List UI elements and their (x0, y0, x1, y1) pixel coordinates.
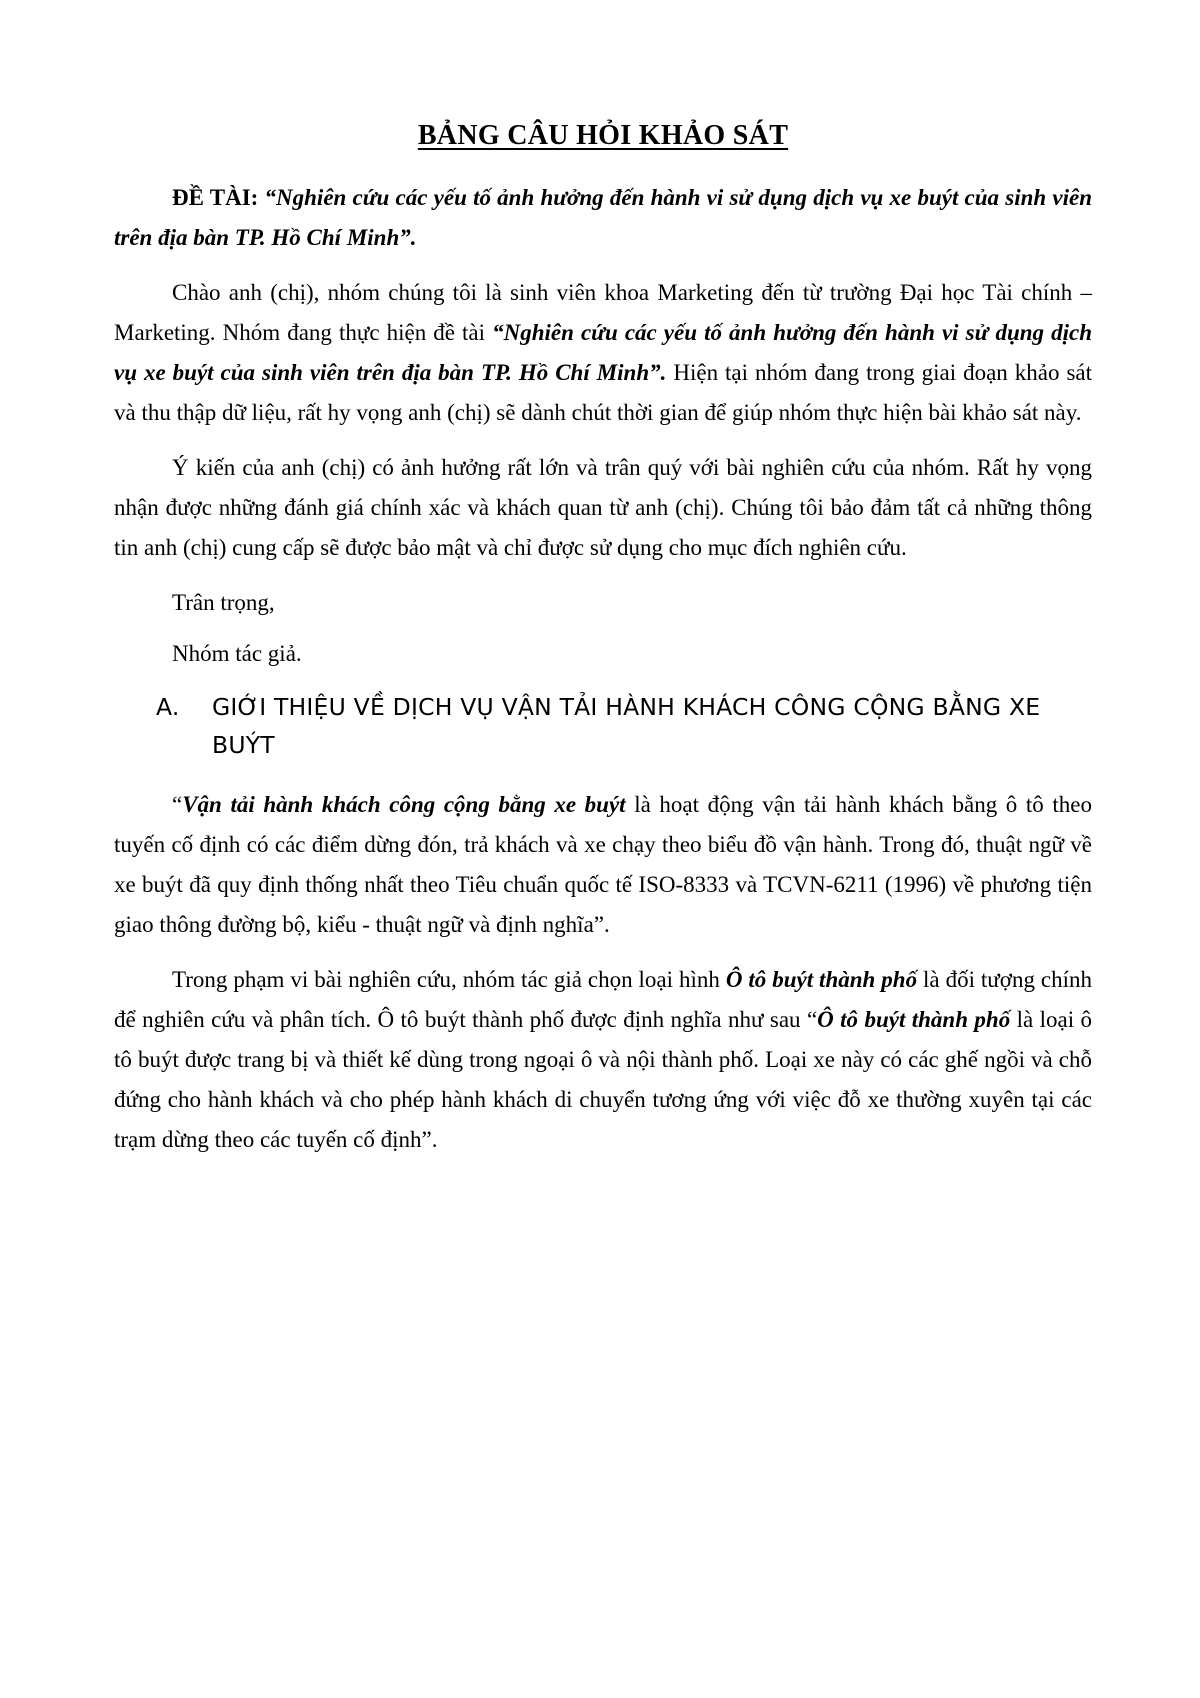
intro-text-start: Chào anh (chị), nhóm chúng tôi là sinh viên khoa Marketing đến từ trường Đại học Tài chính – Marketing. Nhóm đang thực hiện đề tài (114, 280, 1092, 345)
opinion-paragraph: Ý kiến của anh (chị) có ảnh hưởng rất lớn và trân quý với bài nghiên cứu của nhóm. Rất hy vọng nhận được những đánh giá chính xác và khách quan từ anh (chị). Chúng tôi bảo đảm tất cả những thông tin anh (chị) cung cấp sẽ được bảo mật và chỉ được sử dụng cho mục đích nghiên cứu. (114, 455, 1092, 560)
definition-open-quote: “ (172, 792, 183, 817)
section-a-letter: A. (156, 693, 180, 721)
section-a-heading (156, 688, 1092, 764)
scope-text-3: là loại ô tô buýt được trang bị và thiết kế dùng trong ngoại ô và nội thành phố. Loại xe này có các ghế ngồi và chỗ đứng cho hành khách và cho phép hành khách di chuyển tương ứng với việc đỗ xe thường xuyên tại các trạm dừng theo các tuyến cố định”. (114, 1007, 1092, 1152)
intro-paragraph (114, 273, 1092, 433)
definition-paragraph (114, 785, 1092, 945)
regards-line: Trân trọng, (172, 590, 275, 615)
scope-text-1: Trong phạm vi bài nghiên cứu, nhóm tác giả chọn loại hình (172, 967, 726, 992)
intro-topic-emphasis: “Nghiên cứu các yếu tố ảnh hưởng đến hành vi sử dụng dịch vụ xe buýt của sinh viên trên địa bàn TP. Hồ Chí Minh”. (114, 320, 1092, 385)
topic-title: “Nghiên cứu các yếu tố ảnh hưởng đến hành vi sử dụng dịch vụ xe buýt của sinh viên trên địa bàn TP. Hồ Chí Minh”. (114, 185, 1092, 250)
section-a-title: GIỚI THIỆU VỀ DỊCH VỤ VẬN TẢI HÀNH KHÁCH CÔNG CỘNG BẰNG XE BUÝT (212, 693, 1041, 759)
scope-text-2: là đối tượng chính để nghiên cứu và phân tích. Ô tô buýt thành phố được định nghĩa như sau “ (114, 967, 1092, 1032)
topic-label: ĐỀ TÀI: (172, 185, 265, 210)
scope-paragraph (114, 960, 1092, 1160)
intro-text-end: Hiện tại nhóm đang trong giai đoạn khảo sát và thu thập dữ liệu, rất hy vọng anh (chị) sẽ dành chút thời gian để giúp nhóm thực hiện bài khảo sát này. (114, 360, 1092, 425)
topic-paragraph (114, 178, 1092, 258)
document-body (114, 120, 1092, 1175)
document-title: BẢNG CÂU HỎI KHẢO SÁT (417, 120, 789, 151)
definition-term: Vận tải hành khách công cộng bằng xe buýt (182, 792, 626, 817)
signature-line: Nhóm tác giả. (172, 641, 302, 666)
definition-text: là hoạt động vận tải hành khách bằng ô tô theo tuyến cố định có các điểm dừng đón, trả khách và xe chạy theo biểu đồ vận hành. Trong đó, thuật ngữ về xe buýt đã quy định thống nhất theo Tiêu chuẩn quốc tế ISO-8333 và TCVN-6211 (1996) về phương tiện giao thông đường bộ, kiểu - thuật ngữ và định nghĩa”. (114, 792, 1093, 937)
scope-term-2: Ô tô buýt thành phố (817, 1007, 1011, 1032)
scope-term-1: Ô tô buýt thành phố (725, 967, 918, 992)
